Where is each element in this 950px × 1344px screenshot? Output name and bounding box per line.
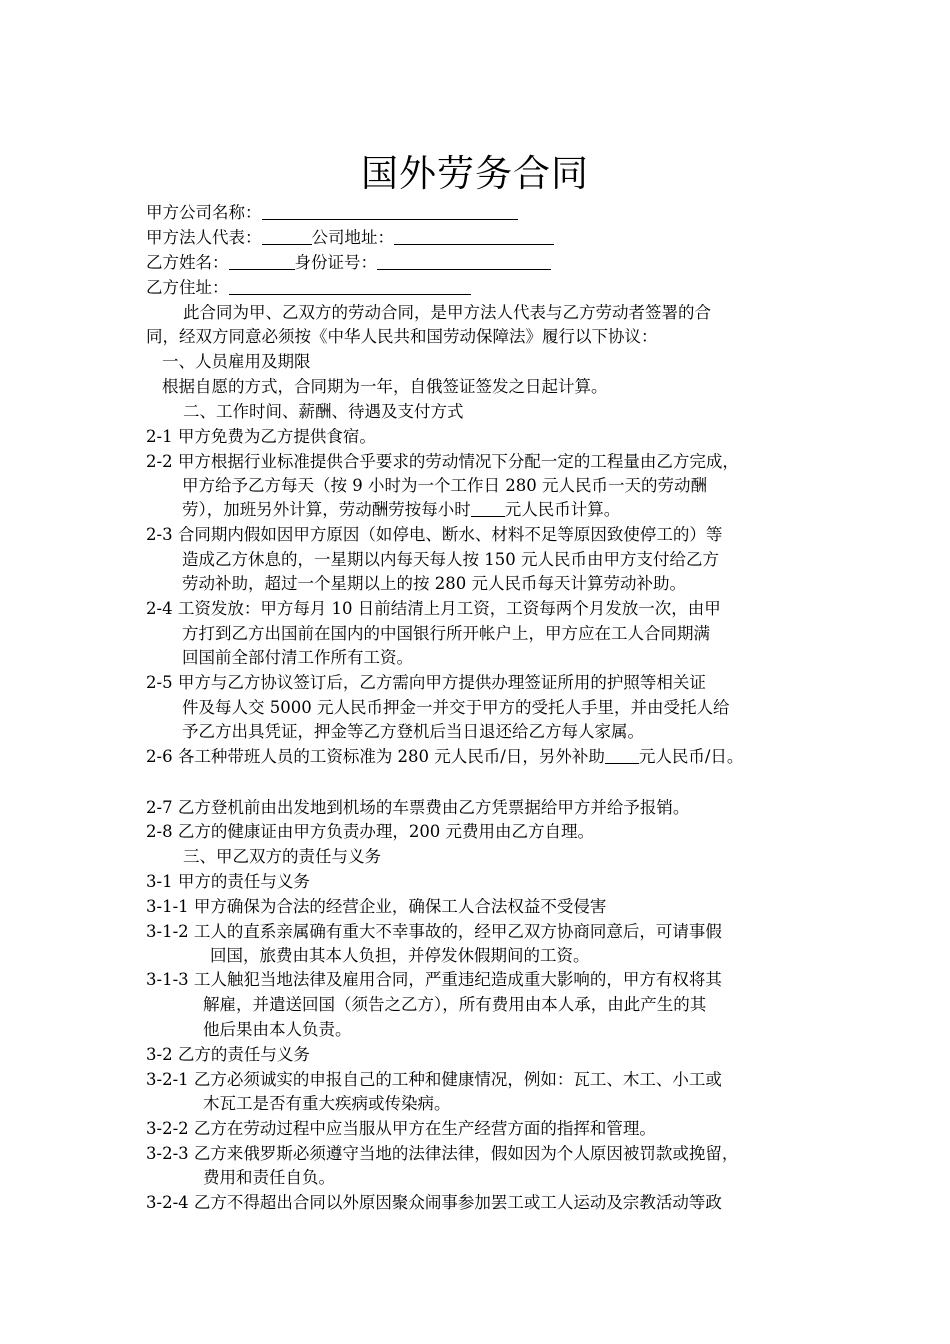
- clause-2-2-text: 劳），加班另外计算，劳动酬劳按每小时: [182, 500, 471, 519]
- party-b-name-label: 乙方姓名：: [146, 253, 229, 272]
- id-number-label: 身份证号：: [294, 253, 377, 272]
- clause-2-3-line-1: 2-3 合同期内假如因甲方原因（如停电、断水、材料不足等原因致使停工的）等: [146, 525, 723, 544]
- clause-2-2-line-3: [182, 498, 620, 522]
- allowance-blank[interactable]: [605, 746, 639, 764]
- clause-2-5-line-3: 予乙方出具凭证，押金等乙方登机后当日退还给乙方每人家属。: [182, 722, 644, 741]
- clause-3-2-1-line-2: 木瓦工是否有重大疾病或传染病。: [203, 1094, 451, 1113]
- clause-3-1-2-line-1: 3-1-2 工人的直系亲属确有重大不幸事故的，经甲乙双方协商同意后，可请事假: [146, 922, 722, 941]
- clause-3-2-2: 3-2-2 乙方在劳动过程中应当服从甲方在生产经营方面的指挥和管理。: [146, 1119, 656, 1138]
- company-address-label: 公司地址：: [311, 228, 394, 247]
- party-b-address-blank[interactable]: [229, 277, 471, 295]
- clause-2-2-line-1: 2-2 甲方根据行业标准提供合乎要求的劳动情况下分配一定的工程量由乙方完成，: [146, 452, 739, 471]
- clause-3-2-1-line-1: 3-2-1 乙方必须诚实的申报自己的工种和健康情况，例如：瓦工、木工、小工或: [146, 1070, 722, 1089]
- clause-2-2-unit: 元人民币计算。: [504, 500, 621, 519]
- clause-3-2-3-line-1: 3-2-3 乙方来俄罗斯必须遵守当地的法律法律，假如因为个人原因被罚款或挽留，: [146, 1144, 739, 1163]
- clause-2-6-text: 2-6 各工种带班人员的工资标准为 280 元人民币/日，另外补助: [146, 747, 605, 766]
- section-2-heading: 二、工作时间、薪酬、待遇及支付方式: [183, 402, 464, 421]
- legal-rep-label: 甲方法人代表：: [146, 228, 262, 247]
- clause-2-3-line-3: 劳动补助，超过一个星期以上的按 280 元人民币每天计算劳动补助。: [182, 574, 686, 593]
- clause-3-2-3-line-2: 费用和责任自负。: [203, 1168, 335, 1187]
- document-title: 国外劳务合同: [361, 152, 589, 195]
- clause-2-6-unit: 元人民币/日。: [638, 747, 744, 766]
- clause-2-4-line-2: 方打到乙方出国前在国内的中国银行所开帐户上，甲方应在工人合同期满: [182, 624, 710, 643]
- clause-3-1-3-line-2: 解雇，并遣送回国（须告之乙方），所有费用由本人承，由此产生的其: [203, 995, 707, 1014]
- party-b-name-blank[interactable]: [229, 252, 295, 270]
- clause-2-5-line-2: 件及每人交 5000 元人民币押金一并交于甲方的受托人手里，并由受托人给: [182, 698, 730, 717]
- clause-2-4-line-1: 2-4 工资发放：甲方每月 10 日前结清上月工资，工资每两个月发放一次，由甲: [146, 599, 721, 618]
- clause-2-1: 2-1 甲方免费为乙方提供食宿。: [146, 427, 376, 446]
- clause-3-1-3-line-3: 他后果由本人负责。: [203, 1020, 352, 1039]
- company-address-blank[interactable]: [394, 227, 554, 245]
- clause-3-1-1: 3-1-1 甲方确保为合法的经营企业，确保工人合法权益不受侵害: [146, 897, 607, 916]
- clause-2-3-line-2: 造成乙方休息的，一星期以内每天每人按 150 元人民币由甲方支付给乙方: [182, 550, 719, 569]
- intro-line-2: 同，经双方同意必须按《中华人民共和国劳动保障法》履行以下协议：: [146, 327, 658, 346]
- id-number-blank[interactable]: [377, 252, 551, 270]
- hourly-rate-blank[interactable]: [471, 499, 505, 517]
- clause-3-2-4: 3-2-4 乙方不得超出合同以外原因聚众闹事参加罢工或工人运动及宗教活动等政: [146, 1193, 722, 1212]
- party-b-address-label: 乙方住址：: [146, 278, 229, 297]
- party-b-address-field: [146, 276, 471, 300]
- company-name-field: [146, 201, 518, 225]
- legal-rep-blank[interactable]: [262, 227, 312, 245]
- clause-2-7: 2-7 乙方登机前由出发地到机场的车票费由乙方凭票据给甲方并给予报销。: [146, 798, 690, 817]
- company-name-label: 甲方公司名称：: [146, 203, 262, 222]
- party-b-name-field: [146, 251, 551, 275]
- clause-2-2-line-2: 甲方给予乙方每天（按 9 小时为一个工作日 280 元人民币一天的劳动酬: [182, 476, 707, 495]
- clause-2-6: [146, 745, 743, 769]
- intro-line-1: 此合同为甲、乙双方的劳动合同，是甲方法人代表与乙方劳动者签署的合: [183, 303, 711, 322]
- clause-3-1-3-line-1: 3-1-3 工人触犯当地法律及雇用合同，严重违纪造成重大影响的，甲方有权将其: [146, 970, 722, 989]
- clause-2-4-line-3: 回国前全部付清工作所有工资。: [182, 648, 413, 667]
- clause-2-5-line-1: 2-5 甲方与乙方协议签订后，乙方需向甲方提供办理签证所用的护照等相关证: [146, 673, 706, 692]
- clause-3-1: 3-1 甲方的责任与义务: [146, 872, 310, 891]
- clause-3-1-2-line-2: 回国，旅费由其本人负担，并停发休假期间的工资。: [210, 946, 590, 965]
- clause-3-2: 3-2 乙方的责任与义务: [146, 1045, 310, 1064]
- section-1-body: 根据自愿的方式，合同期为一年，自俄签证签发之日起计算。: [162, 377, 608, 396]
- section-3-heading: 三、甲乙双方的责任与义务: [183, 847, 381, 866]
- section-1-heading: 一、人员雇用及期限: [162, 352, 311, 371]
- company-name-blank[interactable]: [262, 202, 518, 220]
- clause-2-8: 2-8 乙方的健康证由甲方负责办理，200 元费用由乙方自理。: [146, 822, 595, 841]
- legal-rep-field: [146, 226, 554, 250]
